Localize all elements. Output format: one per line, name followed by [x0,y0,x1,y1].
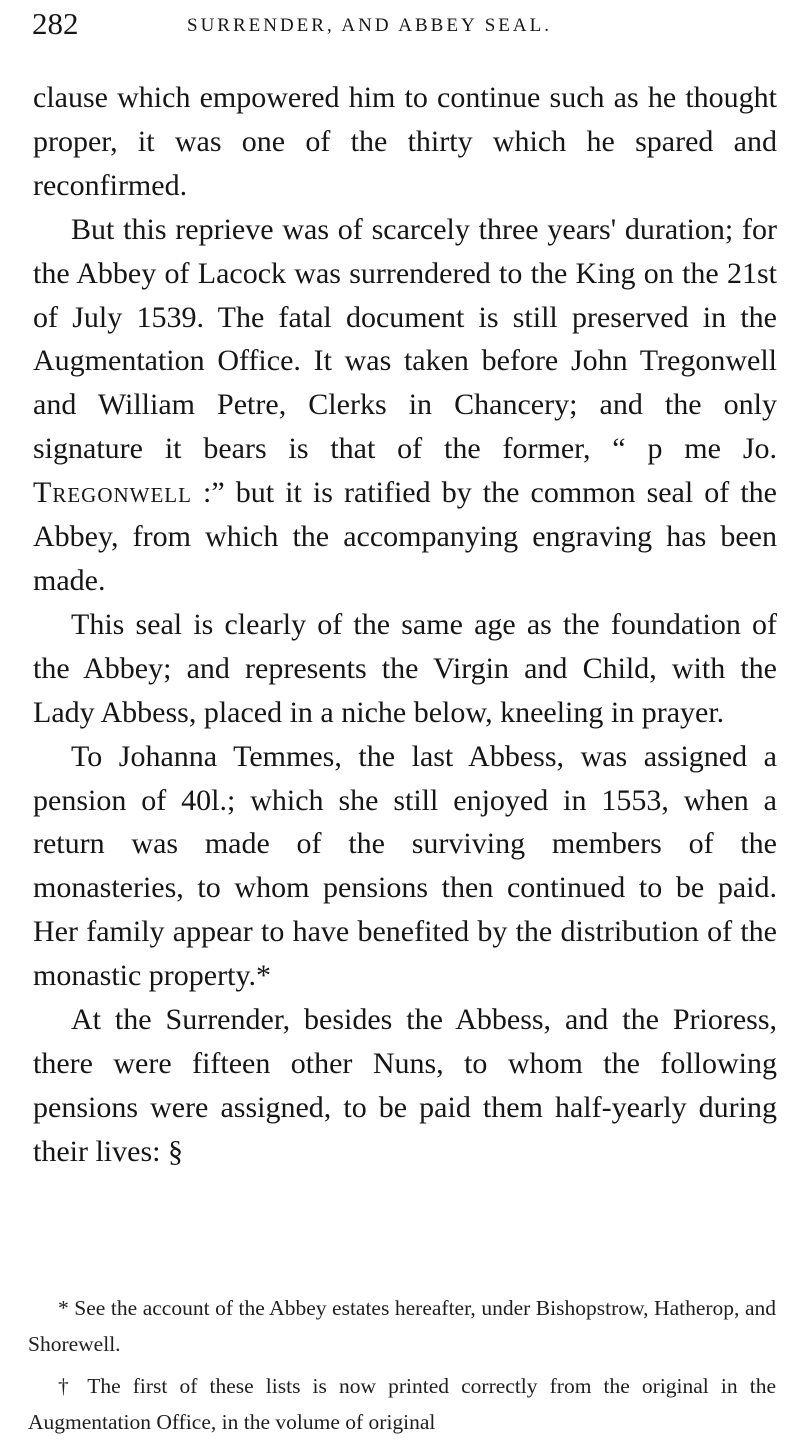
footnotes [28,1290,776,1446]
paragraph-2 [33,208,777,603]
tregonwell-smallcaps: Tregonwell [33,476,192,510]
footnote-asterisk: * See the account of the Abbey estates hereafter, under Bishopstrow, Hatherop, and Shorewell. [28,1296,776,1356]
body-text [33,76,777,1174]
page-number: 282 [32,6,79,41]
paragraph-1: clause which empowered him to continue such as he thought proper, it was one of the thirty which he spared and reconfirmed. [33,81,777,202]
footnote-dagger: † The first of these lists is now printed correctly from the original in the Augmentation Office, in the volume of original [28,1374,776,1434]
paragraph-2-continuation: :” but it is ratified by the common seal of the Abbey, from which the accompanying engraving has been made. [33,476,777,597]
paragraph-2-text: But this reprieve was of scarcely three years' duration; for the Abbey of Lacock was surrendered to the King on the 21st of July 1539. The fatal document is still preserved in the Augmentation Office. It was taken before John Tregonwell and William Petre, Clerks in Chancery; and the only signature it bears is that of the former, “ p me Jo. [33,212,777,466]
page-header [32,4,772,44]
paragraph-5: At the Surrender, besides the Abbess, and the Prioress, there were fifteen other Nuns, to whom the following pensions were assigned, to be paid them half-yearly during their lives: § [33,1003,777,1168]
paragraph-4: To Johanna Temmes, the last Abbess, was assigned a pension of 40l.; which she still enjoyed in 1553, when a return was made of the surviving members of the monasteries, to whom pensions then continued to be paid. Her family appear to have benefited by the distribution of the monastic property.* [33,739,777,993]
running-head: SURRENDER, AND ABBEY SEAL. [187,15,552,36]
paragraph-3: This seal is clearly of the same age as the foundation of the Abbey; and represents the Virgin and Child, with the Lady Abbess, placed in a niche below, kneeling in prayer. [33,607,777,729]
